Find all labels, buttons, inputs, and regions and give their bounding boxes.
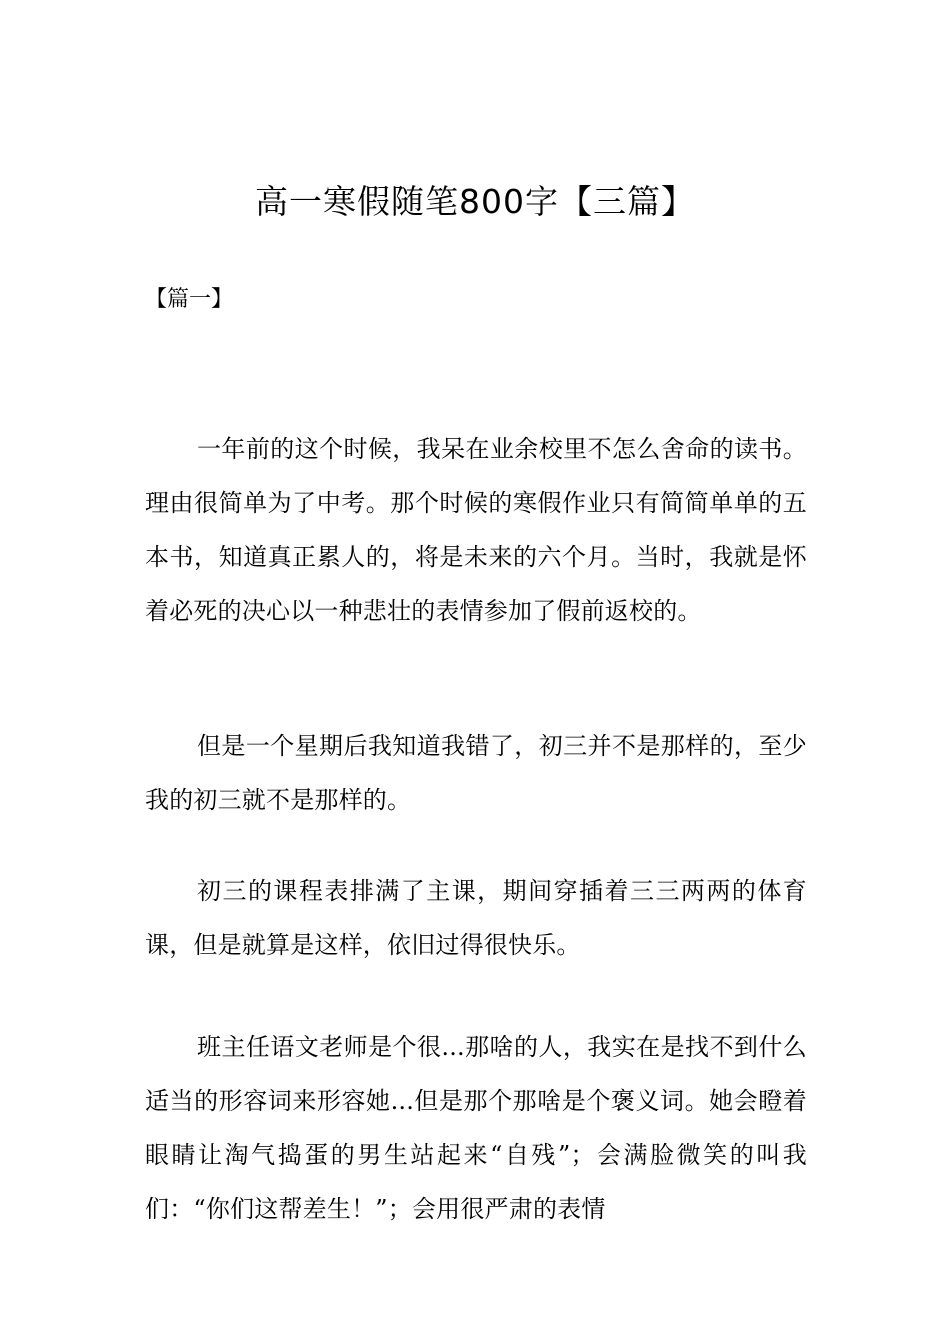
paragraph: 班主任语文老师是个很...那啥的人，我实在是找不到什么适当的形容词来形容她...但是那个那啥是个褒义词。她会瞪着眼睛让淘气捣蛋的男生站起来“自残”；会满脸微笑的叫我们：“你们这帮差生！”；会用很严肃的表情 — [145, 1033, 807, 1223]
section-heading: 【篇一】 — [145, 287, 234, 312]
paragraph: 但是一个星期后我知道我错了，初三并不是那样的，至少我的初三就不是那样的。 — [145, 732, 807, 814]
paragraph: 一年前的这个时候，我呆在业余校里不怎么舍命的读书。理由很简单为了中考。那个时候的寒假作业只有简简单单的五本书，知道真正累人的，将是未来的六个月。当时，我就是怀着必死的决心以一种悲壮的表情参加了假前返校的。 — [145, 435, 807, 625]
paragraph: 初三的课程表排满了主课，期间穿插着三三两两的体育课，但是就算是这样，依旧过得很快乐。 — [145, 877, 807, 959]
document-title: 高一寒假随笔800字【三篇】 — [255, 182, 695, 221]
